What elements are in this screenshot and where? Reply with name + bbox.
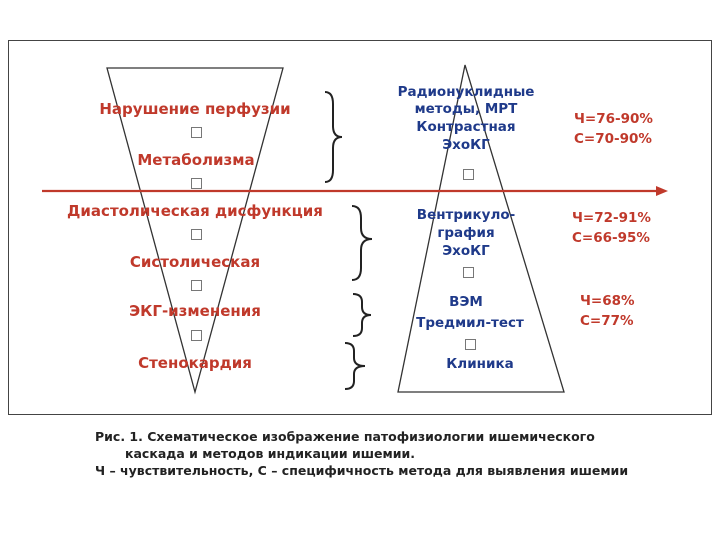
left-placeholder-box <box>191 330 202 341</box>
right-label-graphy: графия <box>437 225 495 241</box>
caption-line-2: каскада и методов индикации ишемии. <box>125 446 416 461</box>
right-label-echo-2: ЭхоКГ <box>442 243 490 259</box>
left-placeholder-box <box>191 229 202 240</box>
stat-specificity-1: С=70-90% <box>574 131 652 147</box>
right-label-ventriculo: Вентрикуло- <box>416 207 516 223</box>
left-label-perfusion: Нарушение перфузии <box>99 100 291 118</box>
right-placeholder-box <box>463 267 474 278</box>
right-label-radionuclide: Радионуклидные <box>397 84 535 100</box>
caption-line-1: Рис. 1. Схематическое изображение патофизиологии ишемического <box>95 429 595 444</box>
stat-sensitivity-3: Ч=68% <box>580 293 635 309</box>
figure-caption <box>95 428 635 479</box>
right-placeholder-box <box>465 339 476 350</box>
left-label-diastolic: Диастолическая дисфункция <box>67 202 323 220</box>
left-placeholder-box <box>191 127 202 138</box>
left-placeholder-box <box>191 280 202 291</box>
brace-4 <box>345 343 365 389</box>
right-label-contrast: Контрастная <box>416 119 516 135</box>
brace-1 <box>325 92 342 182</box>
brace-3 <box>353 294 371 336</box>
brace-2 <box>352 206 372 280</box>
right-label-treadmill: Тредмил-тест <box>416 315 524 331</box>
right-label-mri: методы, МРТ <box>414 101 518 117</box>
stat-sensitivity-1: Ч=76-90% <box>574 111 653 127</box>
left-label-ecg: ЭКГ-изменения <box>129 302 261 320</box>
cascade-arrow-head <box>656 186 668 196</box>
left-label-systolic: Систолическая <box>129 253 261 271</box>
left-label-metabolism: Метаболизма <box>137 151 255 169</box>
right-placeholder-box <box>463 169 474 180</box>
stat-sensitivity-2: Ч=72-91% <box>572 210 651 226</box>
stat-specificity-3: С=77% <box>580 313 634 329</box>
left-label-angina: Стенокардия <box>138 354 252 372</box>
right-label-vem: ВЭМ <box>449 294 483 310</box>
stat-specificity-2: С=66-95% <box>572 230 650 246</box>
caption-line-3: Ч – чувствительность, С – специфичность метода для выявления ишемии <box>95 463 629 478</box>
right-label-clinic: Клиника <box>446 356 514 372</box>
left-placeholder-box <box>191 178 202 189</box>
right-label-echo-1: ЭхоКГ <box>442 137 490 153</box>
